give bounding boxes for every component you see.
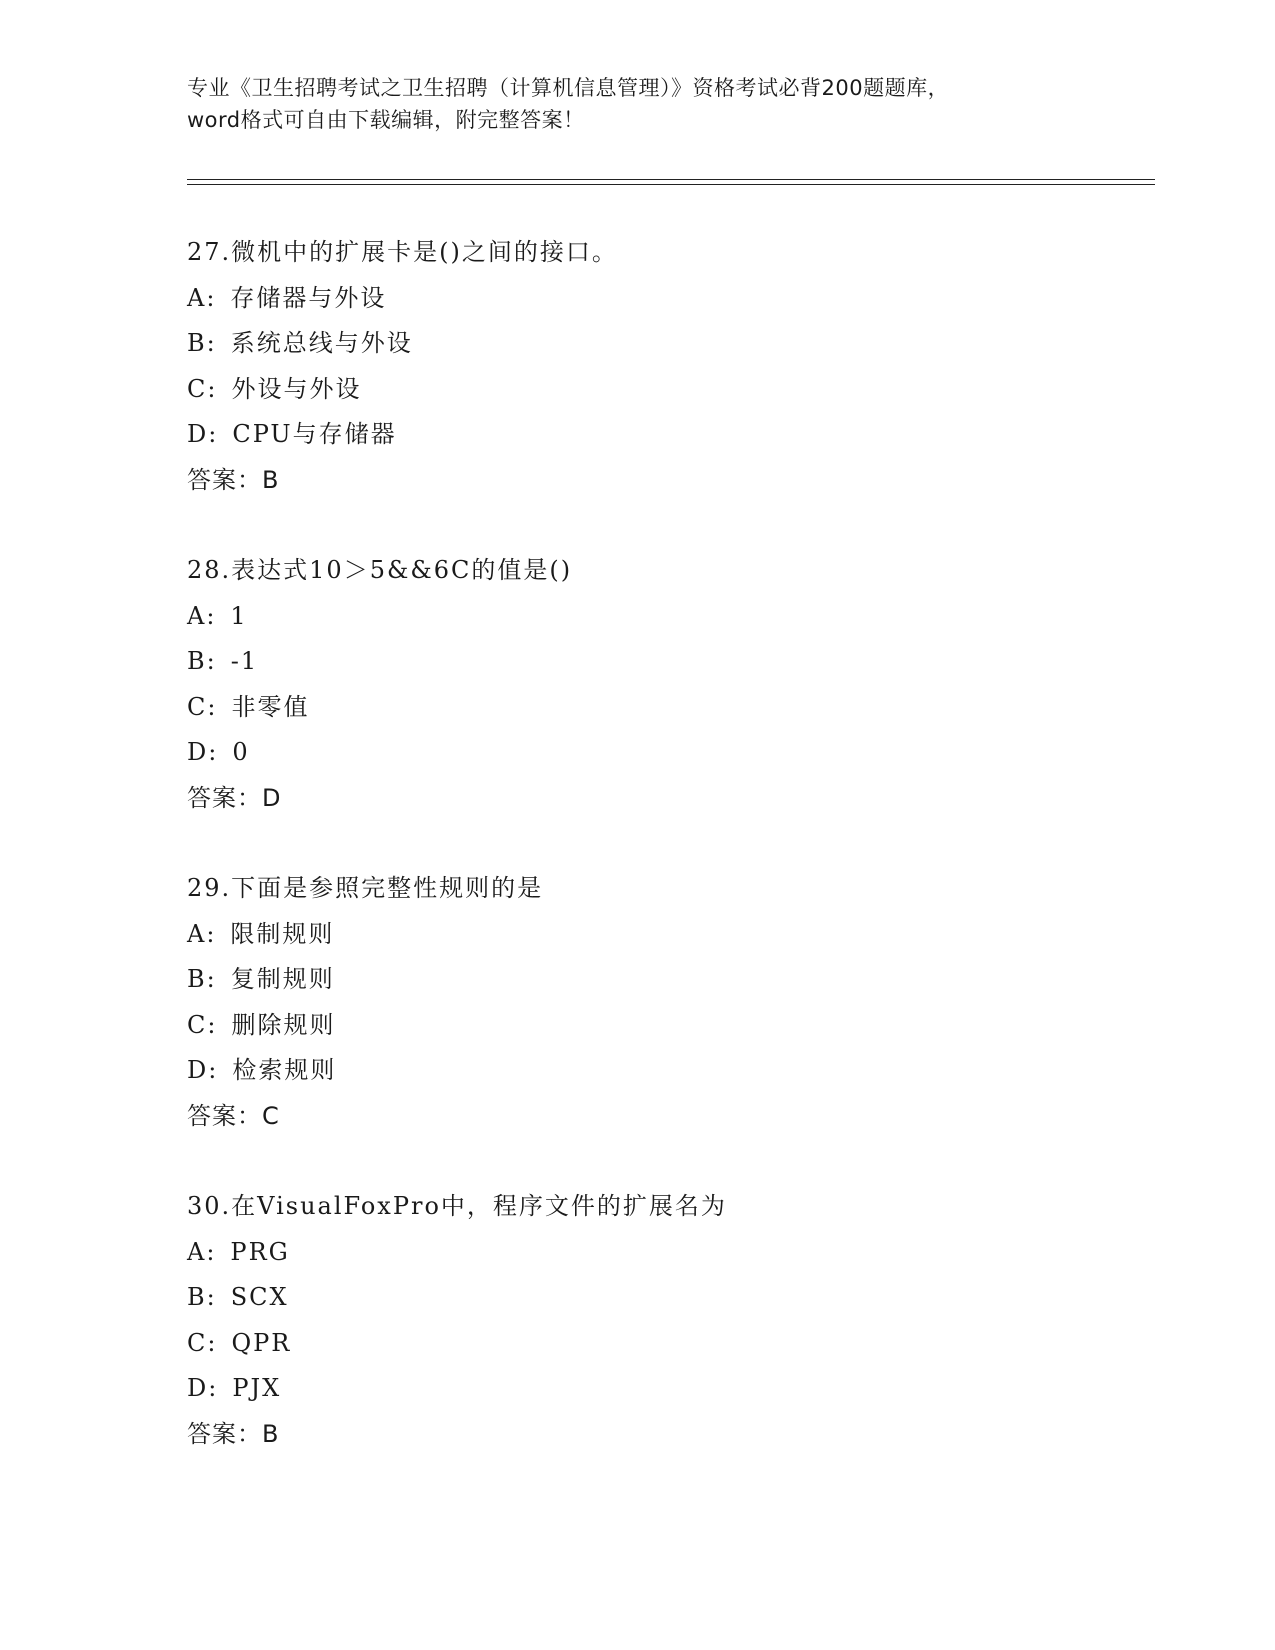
option-c xyxy=(187,685,1147,731)
option-letter: D: xyxy=(187,1374,219,1402)
option-text: 0 xyxy=(232,738,250,766)
option-letter: A: xyxy=(187,1237,217,1266)
option-text: 外设与外设 xyxy=(231,374,362,403)
option-text: PRG xyxy=(230,1237,290,1266)
option-letter: C: xyxy=(187,1010,218,1039)
question-stem: 30.在VisualFoxPro中，程序文件的扩展名为 xyxy=(187,1192,727,1220)
option-letter: B: xyxy=(187,647,217,675)
option-letter: A: xyxy=(187,283,217,312)
option-b xyxy=(187,639,1147,685)
option-letter: C: xyxy=(187,1328,218,1357)
option-letter: A: xyxy=(187,601,217,630)
option-text: 复制规则 xyxy=(230,965,335,993)
question-block xyxy=(187,548,1147,821)
option-d xyxy=(187,1048,1147,1094)
answer-label: 答案：B xyxy=(187,465,280,494)
option-letter: B: xyxy=(187,965,217,993)
option-letter: C: xyxy=(187,374,218,403)
question-block xyxy=(187,866,1147,1139)
option-text: 系统总线与外设 xyxy=(230,329,413,357)
answer-label: 答案：B xyxy=(187,1419,280,1448)
option-text: PJX xyxy=(232,1374,282,1402)
option-text: 非零值 xyxy=(231,692,310,721)
option-b xyxy=(187,1275,1147,1321)
option-d xyxy=(187,412,1147,458)
option-a xyxy=(187,912,1147,958)
option-text: 限制规则 xyxy=(230,919,335,948)
option-a xyxy=(187,1230,1147,1276)
document-header xyxy=(187,72,1107,136)
option-c xyxy=(187,367,1147,413)
answer-label: 答案：C xyxy=(187,1101,280,1130)
option-text: -1 xyxy=(230,647,259,675)
option-letter: C: xyxy=(187,692,218,721)
option-letter: D: xyxy=(187,420,219,448)
option-b xyxy=(187,321,1147,367)
answer-label: 答案：D xyxy=(187,783,282,812)
option-letter: B: xyxy=(187,1283,217,1311)
header-line-2: word格式可自由下载编辑，附完整答案！ xyxy=(187,108,585,132)
option-text: 检索规则 xyxy=(232,1056,337,1084)
option-a xyxy=(187,276,1147,322)
option-text: 存储器与外设 xyxy=(230,283,387,312)
header-divider-top xyxy=(187,179,1155,180)
question-block xyxy=(187,1184,1147,1457)
option-text: CPU与存储器 xyxy=(232,420,397,448)
option-letter: A: xyxy=(187,919,217,948)
option-d xyxy=(187,1366,1147,1412)
option-c xyxy=(187,1321,1147,1367)
option-text: QPR xyxy=(231,1328,292,1357)
option-text: 删除规则 xyxy=(231,1010,336,1039)
option-letter: D: xyxy=(187,738,219,766)
question-stem: 28.表达式10＞5&&6C的值是() xyxy=(187,556,573,584)
option-text: SCX xyxy=(230,1283,289,1311)
question-block xyxy=(187,230,1147,503)
option-c xyxy=(187,1003,1147,1049)
option-d xyxy=(187,730,1147,776)
option-b xyxy=(187,957,1147,1003)
question-stem: 29.下面是参照完整性规则的是 xyxy=(187,874,544,902)
option-letter: D: xyxy=(187,1056,219,1084)
option-text: 1 xyxy=(230,601,248,630)
header-divider-bottom xyxy=(187,184,1155,185)
option-a xyxy=(187,594,1147,640)
header-line-1: 专业《卫生招聘考试之卫生招聘（计算机信息管理）》资格考试必背200题题库， xyxy=(187,76,950,100)
option-letter: B: xyxy=(187,329,217,357)
question-stem: 27.微机中的扩展卡是()之间的接口。 xyxy=(187,238,618,266)
